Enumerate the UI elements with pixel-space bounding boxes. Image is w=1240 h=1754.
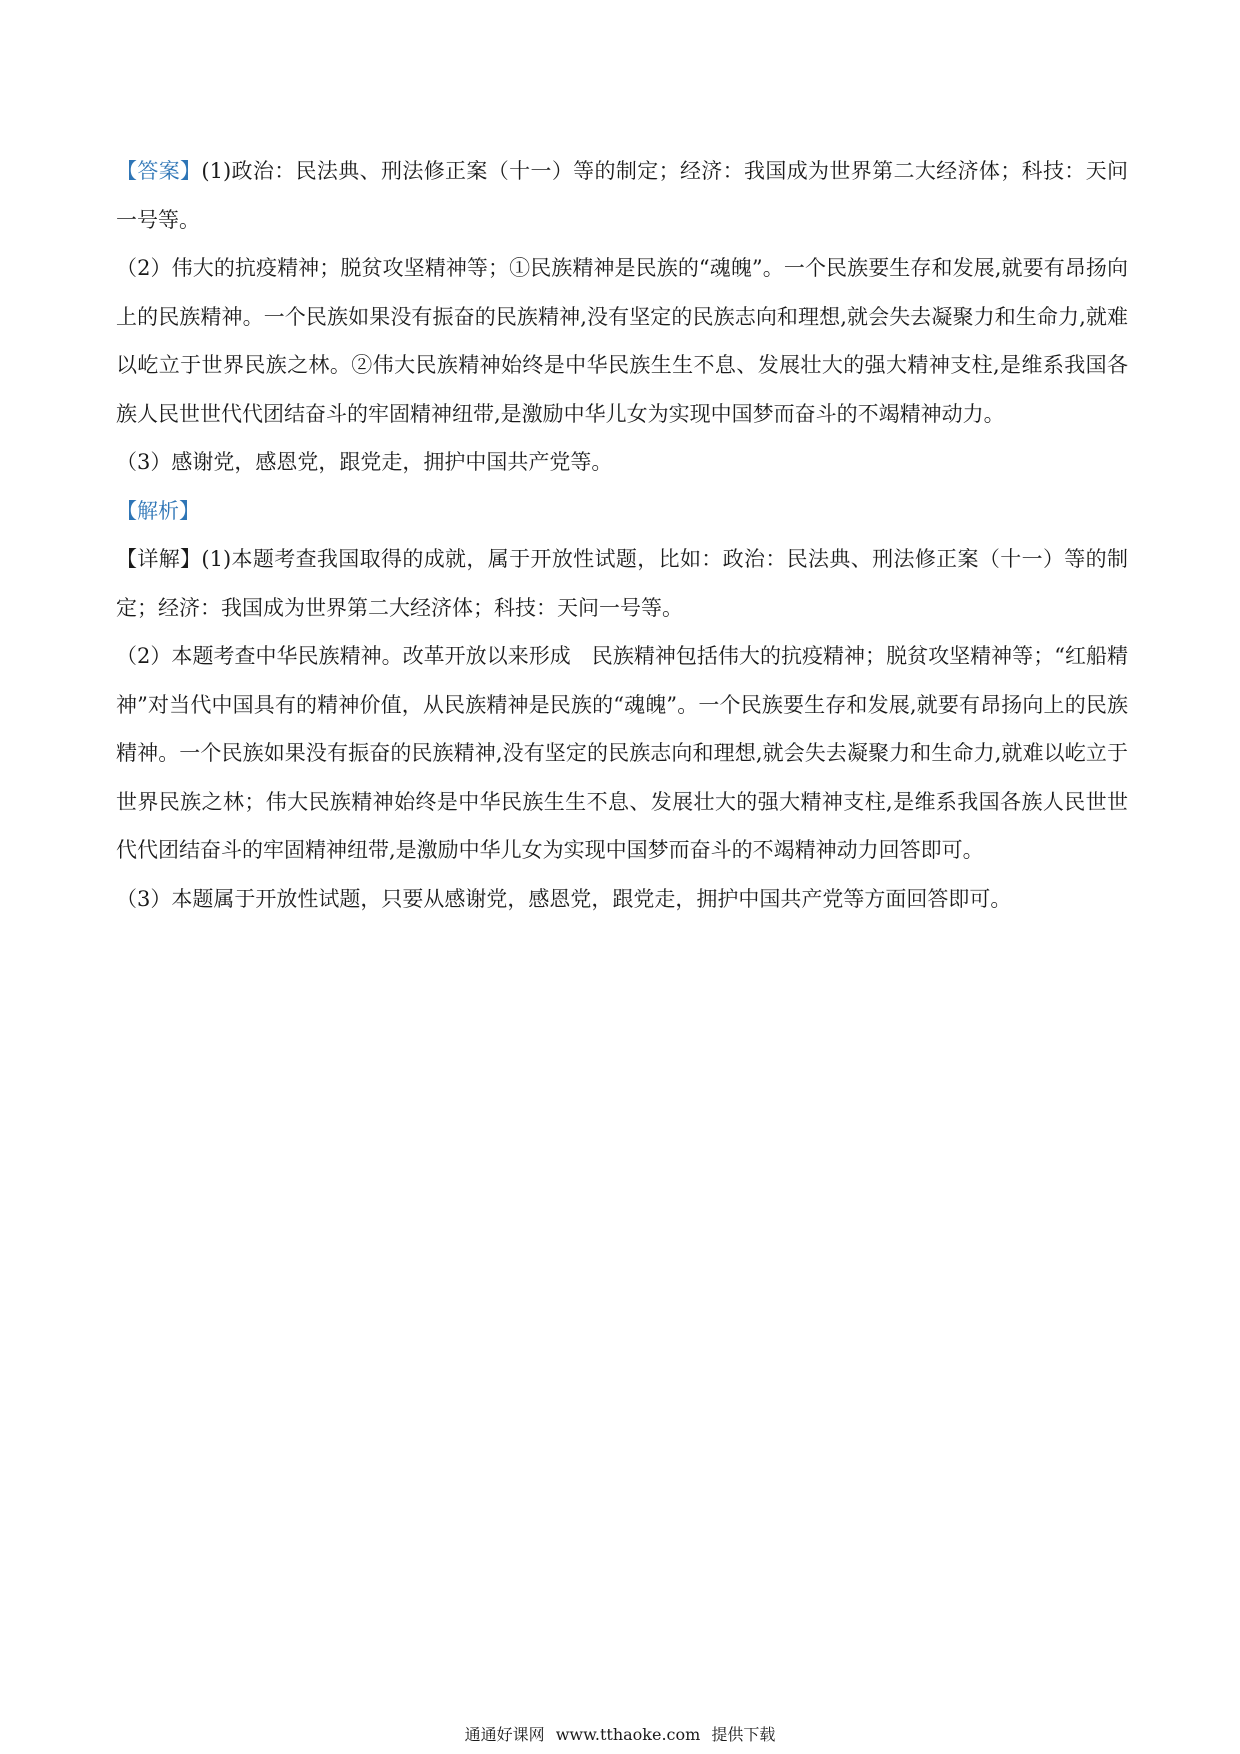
answer-part3: （3）感谢党，感恩党，跟党走，拥护中国共产党等。 [116, 450, 613, 474]
detail-part1 [116, 535, 1128, 632]
answer-tag: 【答案】 [116, 159, 202, 183]
document-body [116, 147, 1128, 923]
footer-url[interactable]: www.tthaoke.com [555, 1725, 701, 1744]
detail-part3: （3）本题属于开放性试题，只要从感谢党，感恩党，跟党走，拥护中国共产党等方面回答即可。 [116, 886, 1012, 911]
detail-tag: 【详解】 [116, 547, 202, 571]
answer-part2: （2）伟大的抗疫精神；脱贫攻坚精神等；①民族精神是民族的“魂魄”。一个民族要生存和发展,就要有昂扬向上的民族精神。一个民族如果没有振奋的民族精神,没有坚定的民族志向和理想,就会失去凝聚力和生命力,就难以屹立于世界民族之林。②伟大民族精神始终是中华民族生生不息、发展壮大的强大精神支柱,是维系我国各族人民世世代代团结奋斗的牢固精神纽带,是激励中华儿女为实现中国梦而奋斗的不竭精神动力。 [116, 256, 1128, 426]
page-footer [0, 1722, 1240, 1745]
analysis-heading [116, 487, 1128, 536]
footer-site-name: 通通好课网 [464, 1725, 545, 1744]
footer-suffix: 提供下载 [711, 1725, 776, 1744]
answer-part1 [116, 147, 1128, 244]
detail-part1-text: (1)本题考查我国取得的成就，属于开放性试题，比如：政治：民法典、刑法修正案（十一）等的制定；经济：我国成为世界第二大经济体；科技：天问一号等。 [116, 547, 1129, 620]
answer-part1-text: (1)政治：民法典、刑法修正案（十一）等的制定；经济：我国成为世界第二大经济体；科技：天问一号等。 [116, 159, 1129, 232]
detail-part2: （2）本题考查中华民族精神。改革开放以来形成 民族精神包括伟大的抗疫精神；脱贫攻坚精神等；“红船精神”对当代中国具有的精神价值，从民族精神是民族的“魂魄”。一个民族要生存和发展,就要有昂扬向上的民族精神。一个民族如果没有振奋的民族精神,没有坚定的民族志向和理想,就会失去凝聚力和生命力,就难以屹立于世界民族之林；伟大民族精神始终是中华民族生生不息、发展壮大的强大精神支柱,是维系我国各族人民世世代代团结奋斗的牢固精神纽带,是激励中华儿女为实现中国梦而奋斗的不竭精神动力回答即可。 [116, 644, 1128, 862]
analysis-tag: 【解析】 [116, 498, 200, 523]
